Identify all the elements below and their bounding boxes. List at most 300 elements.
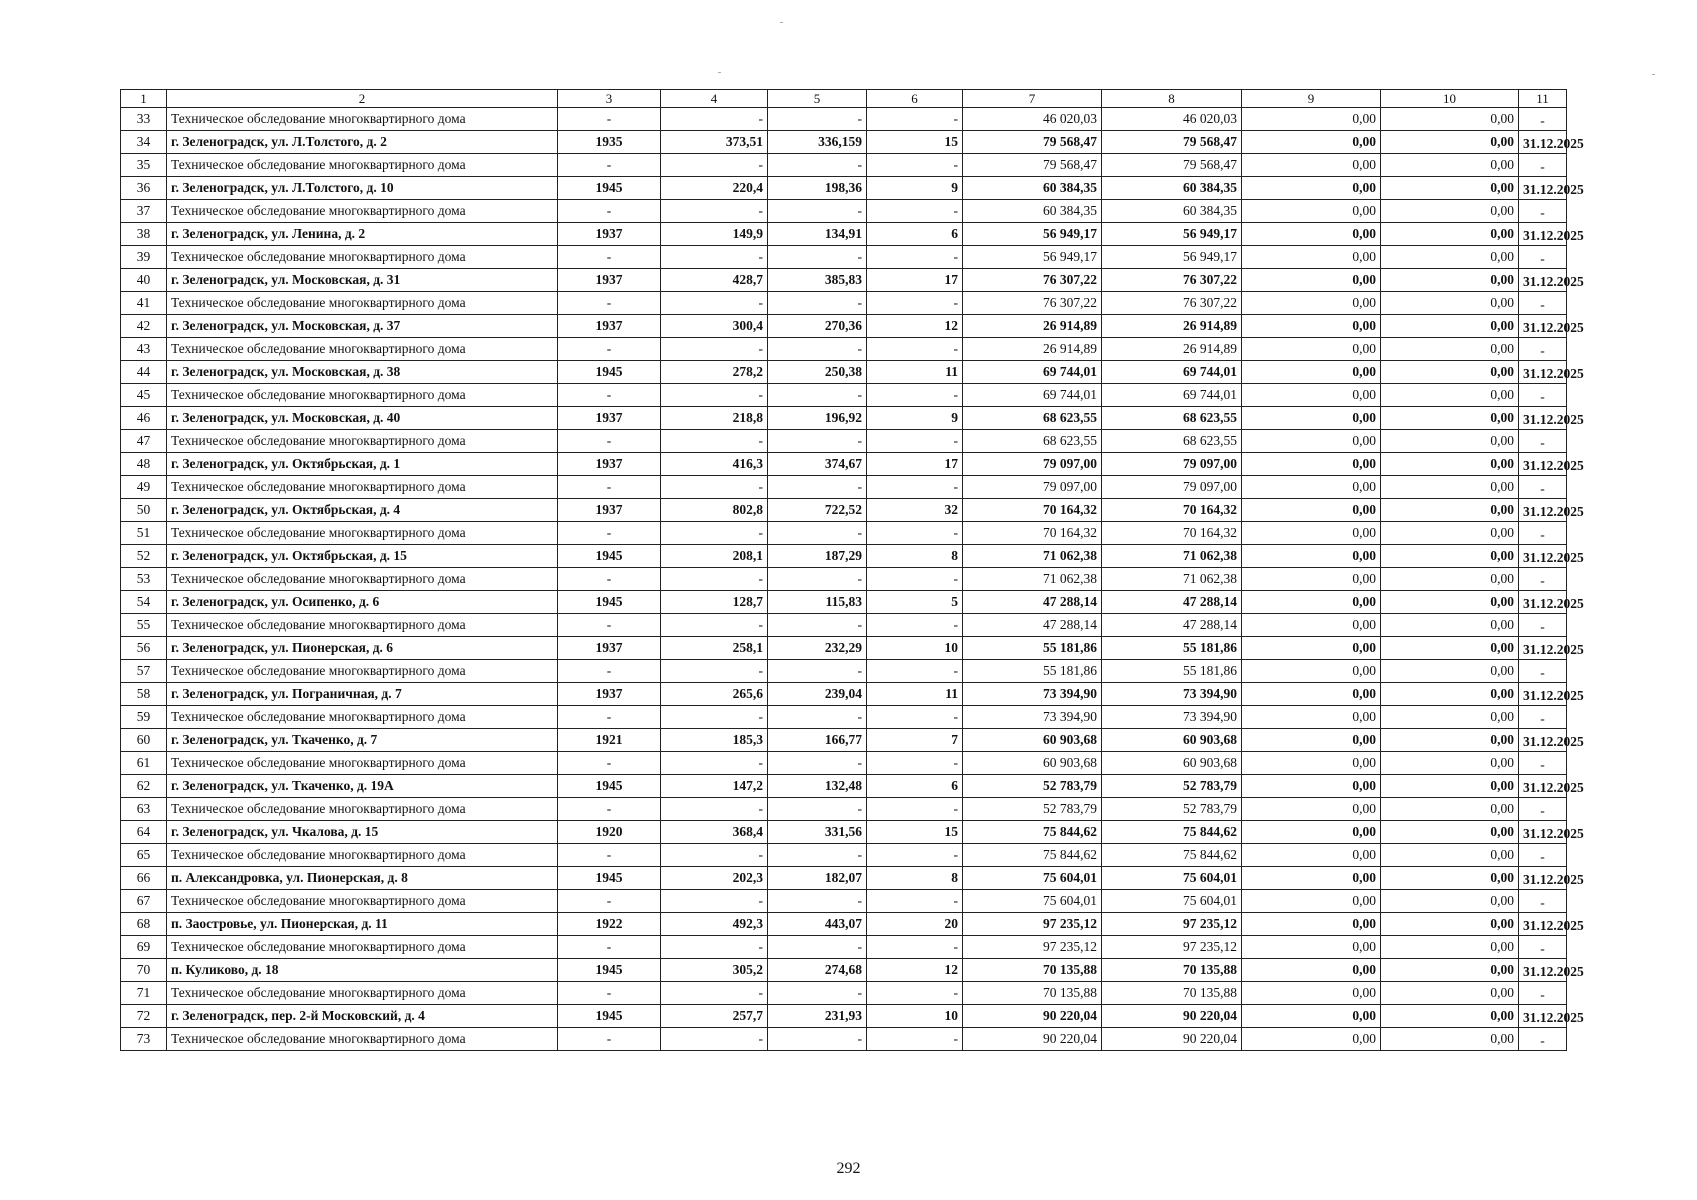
other-cost: 0,00 bbox=[1381, 246, 1519, 269]
living-area: - bbox=[768, 752, 867, 775]
total-area: - bbox=[661, 614, 768, 637]
build-year: 1937 bbox=[558, 453, 661, 476]
table-row bbox=[121, 200, 1567, 223]
total-cost: 56 949,17 bbox=[963, 246, 1102, 269]
total-area: 428,7 bbox=[661, 269, 768, 292]
completion-date: - bbox=[1519, 384, 1567, 407]
total-area: - bbox=[661, 798, 768, 821]
row-number: 44 bbox=[121, 361, 167, 384]
object-name: г. Зеленоградск, ул. Московская, д. 38 bbox=[167, 361, 558, 384]
fund-cost: 55 181,86 bbox=[1102, 660, 1242, 683]
residents-count: 10 bbox=[867, 637, 963, 660]
completion-date: 31.12.2025 bbox=[1519, 545, 1567, 568]
budget-cost: 0,00 bbox=[1242, 821, 1381, 844]
table-row bbox=[121, 867, 1567, 890]
object-name: г. Зеленоградск, ул. Московская, д. 37 bbox=[167, 315, 558, 338]
total-cost: 46 020,03 bbox=[963, 108, 1102, 131]
living-area: 336,159 bbox=[768, 131, 867, 154]
living-area: - bbox=[768, 614, 867, 637]
total-area: 305,2 bbox=[661, 959, 768, 982]
total-area: - bbox=[661, 522, 768, 545]
row-number: 54 bbox=[121, 591, 167, 614]
completion-date: 31.12.2025 bbox=[1519, 131, 1567, 154]
fund-cost: 76 307,22 bbox=[1102, 292, 1242, 315]
total-area: - bbox=[661, 476, 768, 499]
fund-cost: 46 020,03 bbox=[1102, 108, 1242, 131]
fund-cost: 73 394,90 bbox=[1102, 706, 1242, 729]
total-area: - bbox=[661, 154, 768, 177]
completion-date: 31.12.2025 bbox=[1519, 775, 1567, 798]
other-cost: 0,00 bbox=[1381, 430, 1519, 453]
budget-cost: 0,00 bbox=[1242, 545, 1381, 568]
total-cost: 47 288,14 bbox=[963, 591, 1102, 614]
residents-count: - bbox=[867, 614, 963, 637]
object-name: г. Зеленоградск, ул. Л.Толстого, д. 2 bbox=[167, 131, 558, 154]
object-name: Техническое обследование многоквартирного дома bbox=[167, 430, 558, 453]
completion-date: 31.12.2025 bbox=[1519, 637, 1567, 660]
completion-date: 31.12.2025 bbox=[1519, 223, 1567, 246]
living-area: - bbox=[768, 246, 867, 269]
budget-cost: 0,00 bbox=[1242, 1028, 1381, 1051]
fund-cost: 70 135,88 bbox=[1102, 982, 1242, 1005]
total-area: 208,1 bbox=[661, 545, 768, 568]
living-area: - bbox=[768, 568, 867, 591]
completion-date: 31.12.2025 bbox=[1519, 821, 1567, 844]
row-number: 59 bbox=[121, 706, 167, 729]
total-area: - bbox=[661, 246, 768, 269]
budget-cost: 0,00 bbox=[1242, 476, 1381, 499]
living-area: 443,07 bbox=[768, 913, 867, 936]
budget-cost: 0,00 bbox=[1242, 154, 1381, 177]
build-year: 1922 bbox=[558, 913, 661, 936]
other-cost: 0,00 bbox=[1381, 177, 1519, 200]
residents-count: - bbox=[867, 200, 963, 223]
total-cost: 68 623,55 bbox=[963, 430, 1102, 453]
other-cost: 0,00 bbox=[1381, 108, 1519, 131]
total-cost: 97 235,12 bbox=[963, 936, 1102, 959]
total-cost: 60 384,35 bbox=[963, 200, 1102, 223]
fund-cost: 79 097,00 bbox=[1102, 476, 1242, 499]
completion-date: - bbox=[1519, 292, 1567, 315]
total-cost: 73 394,90 bbox=[963, 706, 1102, 729]
row-number: 58 bbox=[121, 683, 167, 706]
completion-date: 31.12.2025 bbox=[1519, 1005, 1567, 1028]
total-cost: 60 384,35 bbox=[963, 177, 1102, 200]
completion-date: 31.12.2025 bbox=[1519, 315, 1567, 338]
completion-date: 31.12.2025 bbox=[1519, 269, 1567, 292]
total-cost: 47 288,14 bbox=[963, 614, 1102, 637]
completion-date: - bbox=[1519, 844, 1567, 867]
build-year: 1945 bbox=[558, 867, 661, 890]
fund-cost: 73 394,90 bbox=[1102, 683, 1242, 706]
build-year: 1920 bbox=[558, 821, 661, 844]
residents-count: 17 bbox=[867, 269, 963, 292]
residents-count: 11 bbox=[867, 683, 963, 706]
object-name: Техническое обследование многоквартирного дома bbox=[167, 154, 558, 177]
completion-date: - bbox=[1519, 982, 1567, 1005]
completion-date: - bbox=[1519, 246, 1567, 269]
total-area: 185,3 bbox=[661, 729, 768, 752]
living-area: 196,92 bbox=[768, 407, 867, 430]
living-area: 134,91 bbox=[768, 223, 867, 246]
fund-cost: 71 062,38 bbox=[1102, 545, 1242, 568]
build-year: - bbox=[558, 430, 661, 453]
living-area: - bbox=[768, 890, 867, 913]
total-area: - bbox=[661, 568, 768, 591]
completion-date: - bbox=[1519, 154, 1567, 177]
total-area: - bbox=[661, 200, 768, 223]
build-year: - bbox=[558, 384, 661, 407]
object-name: Техническое обследование многоквартирного дома bbox=[167, 798, 558, 821]
fund-cost: 79 568,47 bbox=[1102, 131, 1242, 154]
build-year: 1921 bbox=[558, 729, 661, 752]
total-area: 257,7 bbox=[661, 1005, 768, 1028]
other-cost: 0,00 bbox=[1381, 568, 1519, 591]
table-row bbox=[121, 821, 1567, 844]
living-area: - bbox=[768, 200, 867, 223]
table-row bbox=[121, 1028, 1567, 1051]
row-number: 47 bbox=[121, 430, 167, 453]
total-area: 265,6 bbox=[661, 683, 768, 706]
build-year: 1935 bbox=[558, 131, 661, 154]
completion-date: - bbox=[1519, 108, 1567, 131]
build-year: 1945 bbox=[558, 545, 661, 568]
build-year: - bbox=[558, 292, 661, 315]
total-area: 202,3 bbox=[661, 867, 768, 890]
column-number: 9 bbox=[1242, 90, 1381, 108]
table-row bbox=[121, 798, 1567, 821]
column-number: 11 bbox=[1519, 90, 1567, 108]
row-number: 71 bbox=[121, 982, 167, 1005]
other-cost: 0,00 bbox=[1381, 982, 1519, 1005]
budget-cost: 0,00 bbox=[1242, 982, 1381, 1005]
total-cost: 79 097,00 bbox=[963, 453, 1102, 476]
row-number: 34 bbox=[121, 131, 167, 154]
budget-cost: 0,00 bbox=[1242, 361, 1381, 384]
row-number: 50 bbox=[121, 499, 167, 522]
budget-cost: 0,00 bbox=[1242, 430, 1381, 453]
column-number: 1 bbox=[121, 90, 167, 108]
total-area: - bbox=[661, 430, 768, 453]
table-row bbox=[121, 131, 1567, 154]
table-row bbox=[121, 568, 1567, 591]
build-year: - bbox=[558, 476, 661, 499]
row-number: 46 bbox=[121, 407, 167, 430]
total-cost: 26 914,89 bbox=[963, 315, 1102, 338]
living-area: - bbox=[768, 706, 867, 729]
living-area: - bbox=[768, 982, 867, 1005]
build-year: - bbox=[558, 752, 661, 775]
total-cost: 70 135,88 bbox=[963, 959, 1102, 982]
row-number: 68 bbox=[121, 913, 167, 936]
residents-count: 12 bbox=[867, 959, 963, 982]
build-year: 1937 bbox=[558, 683, 661, 706]
fund-cost: 97 235,12 bbox=[1102, 913, 1242, 936]
table-row bbox=[121, 476, 1567, 499]
row-number: 43 bbox=[121, 338, 167, 361]
total-area: 373,51 bbox=[661, 131, 768, 154]
row-number: 64 bbox=[121, 821, 167, 844]
scan-speck bbox=[780, 22, 783, 23]
row-number: 65 bbox=[121, 844, 167, 867]
living-area: 274,68 bbox=[768, 959, 867, 982]
living-area: - bbox=[768, 338, 867, 361]
residents-count: 10 bbox=[867, 1005, 963, 1028]
budget-cost: 0,00 bbox=[1242, 131, 1381, 154]
living-area: 722,52 bbox=[768, 499, 867, 522]
other-cost: 0,00 bbox=[1381, 867, 1519, 890]
living-area: - bbox=[768, 430, 867, 453]
column-number: 4 bbox=[661, 90, 768, 108]
row-number: 42 bbox=[121, 315, 167, 338]
total-area: - bbox=[661, 1028, 768, 1051]
object-name: Техническое обследование многоквартирного дома bbox=[167, 338, 558, 361]
other-cost: 0,00 bbox=[1381, 706, 1519, 729]
row-number: 39 bbox=[121, 246, 167, 269]
object-name: Техническое обследование многоквартирного дома bbox=[167, 890, 558, 913]
residents-count: - bbox=[867, 798, 963, 821]
fund-cost: 55 181,86 bbox=[1102, 637, 1242, 660]
residents-count: - bbox=[867, 844, 963, 867]
residents-count: 15 bbox=[867, 131, 963, 154]
build-year: - bbox=[558, 982, 661, 1005]
build-year: - bbox=[558, 660, 661, 683]
table-row bbox=[121, 775, 1567, 798]
other-cost: 0,00 bbox=[1381, 269, 1519, 292]
build-year: 1937 bbox=[558, 269, 661, 292]
table-row bbox=[121, 683, 1567, 706]
total-cost: 55 181,86 bbox=[963, 660, 1102, 683]
other-cost: 0,00 bbox=[1381, 338, 1519, 361]
residents-count: - bbox=[867, 660, 963, 683]
other-cost: 0,00 bbox=[1381, 591, 1519, 614]
other-cost: 0,00 bbox=[1381, 729, 1519, 752]
other-cost: 0,00 bbox=[1381, 384, 1519, 407]
build-year: - bbox=[558, 844, 661, 867]
living-area: - bbox=[768, 522, 867, 545]
object-name: г. Зеленоградск, ул. Московская, д. 40 bbox=[167, 407, 558, 430]
fund-cost: 70 164,32 bbox=[1102, 499, 1242, 522]
total-area: 802,8 bbox=[661, 499, 768, 522]
fund-cost: 56 949,17 bbox=[1102, 223, 1242, 246]
completion-date: 31.12.2025 bbox=[1519, 499, 1567, 522]
total-cost: 56 949,17 bbox=[963, 223, 1102, 246]
total-area: 368,4 bbox=[661, 821, 768, 844]
object-name: п. Александровка, ул. Пионерская, д. 8 bbox=[167, 867, 558, 890]
table-row bbox=[121, 453, 1567, 476]
fund-cost: 69 744,01 bbox=[1102, 384, 1242, 407]
build-year: 1945 bbox=[558, 775, 661, 798]
table-row bbox=[121, 1005, 1567, 1028]
page-number: 292 bbox=[836, 1160, 861, 1177]
residents-count: 11 bbox=[867, 361, 963, 384]
fund-cost: 79 568,47 bbox=[1102, 154, 1242, 177]
build-year: - bbox=[558, 246, 661, 269]
living-area: 385,83 bbox=[768, 269, 867, 292]
living-area: - bbox=[768, 108, 867, 131]
residents-count: - bbox=[867, 936, 963, 959]
row-number: 61 bbox=[121, 752, 167, 775]
fund-cost: 52 783,79 bbox=[1102, 775, 1242, 798]
row-number: 57 bbox=[121, 660, 167, 683]
residents-count: 5 bbox=[867, 591, 963, 614]
table-row bbox=[121, 499, 1567, 522]
build-year: - bbox=[558, 108, 661, 131]
budget-cost: 0,00 bbox=[1242, 913, 1381, 936]
other-cost: 0,00 bbox=[1381, 407, 1519, 430]
row-number: 72 bbox=[121, 1005, 167, 1028]
living-area: 232,29 bbox=[768, 637, 867, 660]
row-number: 60 bbox=[121, 729, 167, 752]
budget-cost: 0,00 bbox=[1242, 522, 1381, 545]
row-number: 62 bbox=[121, 775, 167, 798]
fund-cost: 60 903,68 bbox=[1102, 729, 1242, 752]
row-number: 38 bbox=[121, 223, 167, 246]
object-name: г. Зеленоградск, пер. 2-й Московский, д. 4 bbox=[167, 1005, 558, 1028]
other-cost: 0,00 bbox=[1381, 476, 1519, 499]
column-number: 7 bbox=[963, 90, 1102, 108]
column-number: 2 bbox=[167, 90, 558, 108]
fund-cost: 90 220,04 bbox=[1102, 1005, 1242, 1028]
living-area: 250,38 bbox=[768, 361, 867, 384]
total-area: 278,2 bbox=[661, 361, 768, 384]
table-row bbox=[121, 982, 1567, 1005]
build-year: 1945 bbox=[558, 177, 661, 200]
residents-count: 12 bbox=[867, 315, 963, 338]
capital-repair-table bbox=[120, 89, 1584, 1051]
living-area: - bbox=[768, 292, 867, 315]
other-cost: 0,00 bbox=[1381, 131, 1519, 154]
table-row bbox=[121, 614, 1567, 637]
other-cost: 0,00 bbox=[1381, 683, 1519, 706]
total-area: - bbox=[661, 108, 768, 131]
object-name: г. Зеленоградск, ул. Пионерская, д. 6 bbox=[167, 637, 558, 660]
object-name: Техническое обследование многоквартирного дома bbox=[167, 1028, 558, 1051]
total-cost: 76 307,22 bbox=[963, 292, 1102, 315]
living-area: 182,07 bbox=[768, 867, 867, 890]
build-year: 1937 bbox=[558, 637, 661, 660]
row-number: 66 bbox=[121, 867, 167, 890]
object-name: г. Зеленоградск, ул. Октябрьская, д. 15 bbox=[167, 545, 558, 568]
row-number: 55 bbox=[121, 614, 167, 637]
object-name: Техническое обследование многоквартирного дома bbox=[167, 476, 558, 499]
budget-cost: 0,00 bbox=[1242, 591, 1381, 614]
total-cost: 70 164,32 bbox=[963, 522, 1102, 545]
table-row bbox=[121, 522, 1567, 545]
completion-date: 31.12.2025 bbox=[1519, 913, 1567, 936]
build-year: - bbox=[558, 614, 661, 637]
table-row bbox=[121, 361, 1567, 384]
completion-date: 31.12.2025 bbox=[1519, 407, 1567, 430]
row-number: 69 bbox=[121, 936, 167, 959]
budget-cost: 0,00 bbox=[1242, 1005, 1381, 1028]
total-cost: 52 783,79 bbox=[963, 775, 1102, 798]
build-year: - bbox=[558, 200, 661, 223]
total-cost: 26 914,89 bbox=[963, 338, 1102, 361]
completion-date: 31.12.2025 bbox=[1519, 361, 1567, 384]
other-cost: 0,00 bbox=[1381, 798, 1519, 821]
residents-count: - bbox=[867, 430, 963, 453]
build-year: 1937 bbox=[558, 315, 661, 338]
row-number: 35 bbox=[121, 154, 167, 177]
fund-cost: 60 384,35 bbox=[1102, 177, 1242, 200]
object-name: Техническое обследование многоквартирного дома bbox=[167, 660, 558, 683]
fund-cost: 47 288,14 bbox=[1102, 591, 1242, 614]
object-name: г. Зеленоградск, ул. Ленина, д. 2 bbox=[167, 223, 558, 246]
living-area: - bbox=[768, 660, 867, 683]
budget-cost: 0,00 bbox=[1242, 315, 1381, 338]
budget-cost: 0,00 bbox=[1242, 890, 1381, 913]
object-name: Техническое обследование многоквартирного дома bbox=[167, 384, 558, 407]
total-area: - bbox=[661, 292, 768, 315]
build-year: - bbox=[558, 798, 661, 821]
fund-cost: 90 220,04 bbox=[1102, 1028, 1242, 1051]
other-cost: 0,00 bbox=[1381, 660, 1519, 683]
living-area: - bbox=[768, 936, 867, 959]
build-year: - bbox=[558, 706, 661, 729]
total-area: 147,2 bbox=[661, 775, 768, 798]
object-name: г. Зеленоградск, ул. Осипенко, д. 6 bbox=[167, 591, 558, 614]
fund-cost: 70 164,32 bbox=[1102, 522, 1242, 545]
residents-count: - bbox=[867, 154, 963, 177]
other-cost: 0,00 bbox=[1381, 936, 1519, 959]
other-cost: 0,00 bbox=[1381, 844, 1519, 867]
object-name: Техническое обследование многоквартирного дома bbox=[167, 844, 558, 867]
other-cost: 0,00 bbox=[1381, 545, 1519, 568]
object-name: Техническое обследование многоквартирного дома bbox=[167, 614, 558, 637]
fund-cost: 26 914,89 bbox=[1102, 315, 1242, 338]
total-cost: 70 135,88 bbox=[963, 982, 1102, 1005]
build-year: - bbox=[558, 890, 661, 913]
total-area: - bbox=[661, 936, 768, 959]
living-area: - bbox=[768, 844, 867, 867]
residents-count: 8 bbox=[867, 867, 963, 890]
residents-count: - bbox=[867, 476, 963, 499]
row-number: 36 bbox=[121, 177, 167, 200]
other-cost: 0,00 bbox=[1381, 315, 1519, 338]
living-area: 187,29 bbox=[768, 545, 867, 568]
budget-cost: 0,00 bbox=[1242, 936, 1381, 959]
total-cost: 71 062,38 bbox=[963, 568, 1102, 591]
living-area: 270,36 bbox=[768, 315, 867, 338]
fund-cost: 97 235,12 bbox=[1102, 936, 1242, 959]
total-area: 258,1 bbox=[661, 637, 768, 660]
row-number: 67 bbox=[121, 890, 167, 913]
total-area: 492,3 bbox=[661, 913, 768, 936]
completion-date: - bbox=[1519, 614, 1567, 637]
budget-cost: 0,00 bbox=[1242, 867, 1381, 890]
fund-cost: 60 384,35 bbox=[1102, 200, 1242, 223]
completion-date: - bbox=[1519, 430, 1567, 453]
row-number: 73 bbox=[121, 1028, 167, 1051]
completion-date: 31.12.2025 bbox=[1519, 867, 1567, 890]
completion-date: 31.12.2025 bbox=[1519, 591, 1567, 614]
residents-count: - bbox=[867, 706, 963, 729]
residents-count: - bbox=[867, 1028, 963, 1051]
build-year: 1937 bbox=[558, 223, 661, 246]
total-area: 416,3 bbox=[661, 453, 768, 476]
other-cost: 0,00 bbox=[1381, 821, 1519, 844]
budget-cost: 0,00 bbox=[1242, 706, 1381, 729]
fund-cost: 75 844,62 bbox=[1102, 844, 1242, 867]
budget-cost: 0,00 bbox=[1242, 614, 1381, 637]
row-number: 56 bbox=[121, 637, 167, 660]
budget-cost: 0,00 bbox=[1242, 246, 1381, 269]
table-row bbox=[121, 384, 1567, 407]
build-year: 1945 bbox=[558, 361, 661, 384]
column-numbers-row bbox=[121, 90, 1567, 108]
residents-count: 9 bbox=[867, 177, 963, 200]
